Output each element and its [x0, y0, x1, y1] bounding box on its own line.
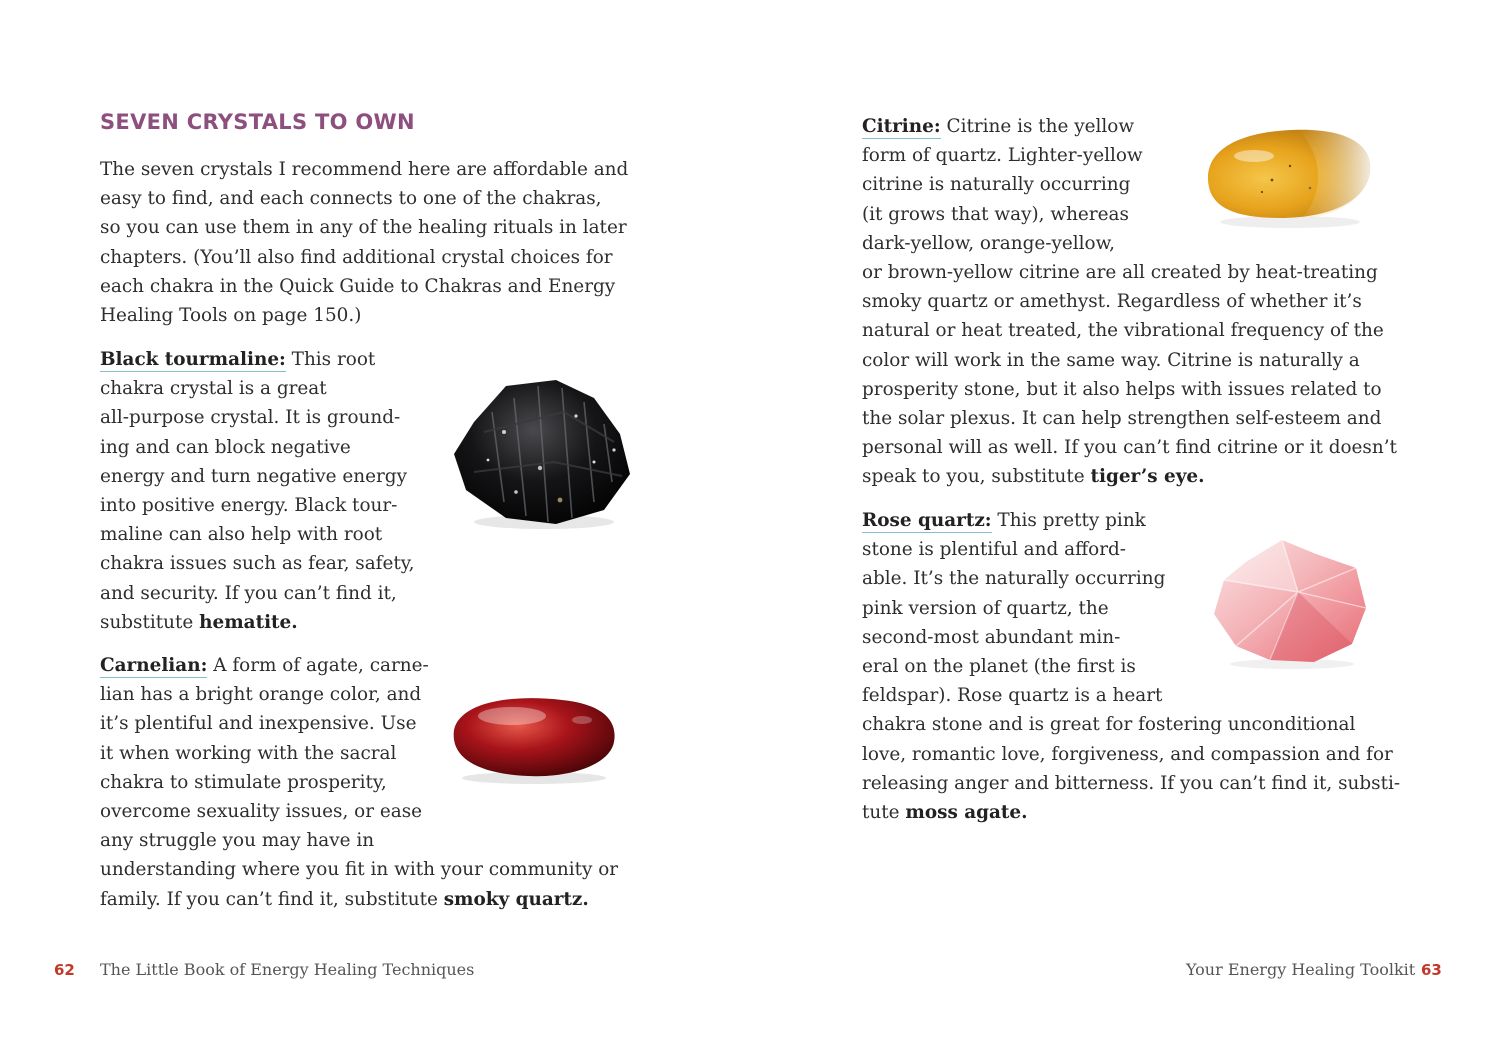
substitute-tigers-eye: tiger’s eye.: [1090, 466, 1205, 488]
text-line: the solar plexus. It can help strengthen self-esteem and: [862, 408, 1382, 430]
text-line: This root: [285, 349, 376, 370]
text-line: lian has a bright orange color, and: [100, 684, 422, 706]
text-line: maline can also help with root: [100, 524, 383, 546]
text-line: love, romantic love, forgiveness, and compassion and for: [862, 743, 1393, 765]
page-number: 62: [54, 961, 75, 979]
section-heading: SEVEN CRYSTALS TO OWN: [100, 110, 415, 134]
text-line: smoky quartz or amethyst. Regardless of whether it’s: [862, 291, 1362, 313]
text-line: second-most abundant min-: [862, 626, 1121, 648]
substitute-smoky-quartz: smoky quartz.: [443, 888, 589, 910]
text-line: citrine is naturally occurring: [862, 174, 1131, 196]
page-number: 63: [1421, 961, 1442, 979]
citrine-term: Citrine:: [862, 116, 941, 137]
black-tourmaline-term: Black tourmaline:: [100, 349, 286, 370]
text-line: substitute: [100, 611, 200, 633]
black-tourmaline-image: [444, 372, 636, 532]
text-line: it when working with the sacral: [100, 742, 397, 764]
text-line: able. It’s the naturally occurring: [862, 568, 1166, 590]
black-tourmaline-paragraph: [100, 345, 415, 637]
text-line: easy to find, and each connects to one of the chakras,: [100, 188, 602, 210]
text-line: overcome sexuality issues, or ease: [100, 801, 423, 823]
text-line: each chakra in the Quick Guide to Chakras and Energy: [100, 275, 616, 297]
text-line: speak to you, substitute: [862, 466, 1091, 488]
text-line: chakra to stimulate prosperity,: [100, 771, 387, 793]
text-line: form of quartz. Lighter-yellow: [862, 145, 1143, 167]
substitute-moss-agate: moss agate.: [905, 802, 1028, 824]
text-line: so you can use them in any of the healing rituals in later: [100, 217, 627, 239]
text-line: ing and can block negative: [100, 436, 351, 458]
text-line: energy and turn negative energy: [100, 465, 407, 487]
carnelian-image: [442, 690, 622, 790]
text-line: dark-yellow, orange-yellow,: [862, 232, 1115, 254]
text-line: chakra issues such as fear, safety,: [100, 553, 415, 575]
intro-paragraph: [100, 155, 628, 330]
text-line: pink version of quartz, the: [862, 597, 1109, 619]
text-line: The seven crystals I recommend here are affordable and: [100, 159, 629, 180]
text-line: Citrine is the yellow: [940, 116, 1135, 137]
text-line: and security. If you can’t find it,: [100, 582, 397, 604]
text-line: tute: [862, 802, 906, 824]
text-line: personal will as well. If you can’t find citrine or it doesn’t: [862, 437, 1397, 459]
text-line: understanding where you fit in with your community or: [100, 859, 619, 881]
text-line: This pretty pink: [991, 510, 1146, 531]
text-line: (it grows that way), whereas: [862, 203, 1129, 225]
text-line: prosperity stone, but it also helps with issues related to: [862, 378, 1382, 400]
text-line: eral on the planet (the first is: [862, 656, 1136, 678]
text-line: any struggle you may have in: [100, 830, 375, 852]
text-line: family. If you can’t find it, substitute: [100, 888, 444, 910]
text-line: color will work in the same way. Citrine is naturally a: [862, 349, 1360, 371]
substitute-hematite: hematite.: [199, 611, 298, 633]
running-footer: The Little Book of Energy Healing Techniques: [100, 960, 475, 979]
text-line: feldspar). Rose quartz is a heart: [862, 685, 1163, 707]
text-line: chapters. (You’ll also find additional crystal choices for: [100, 246, 613, 268]
text-line: all-purpose crystal. It is ground-: [100, 407, 401, 429]
rose-quartz-image: [1206, 534, 1372, 674]
running-footer: Your Energy Healing Toolkit: [1186, 960, 1416, 979]
right-page: [750, 0, 1500, 1050]
text-line: into positive energy. Black tour-: [100, 495, 398, 517]
text-line: releasing anger and bitterness. If you can’t find it, substi-: [862, 772, 1401, 794]
text-line: or brown-yellow citrine are all created by heat-treating: [862, 262, 1378, 284]
text-line: chakra crystal is a great: [100, 378, 327, 400]
text-line: Healing Tools on page 150.): [100, 305, 362, 327]
text-line: chakra stone and is great for fostering unconditional: [862, 714, 1356, 736]
text-line: it’s plentiful and inexpensive. Use: [100, 713, 417, 735]
carnelian-term: Carnelian:: [100, 655, 208, 676]
text-line: A form of agate, carne-: [207, 655, 429, 676]
citrine-image: [1202, 118, 1378, 232]
rose-quartz-term: Rose quartz:: [862, 510, 992, 531]
text-line: natural or heat treated, the vibrational frequency of the: [862, 320, 1384, 342]
text-line: stone is plentiful and afford-: [862, 539, 1126, 561]
